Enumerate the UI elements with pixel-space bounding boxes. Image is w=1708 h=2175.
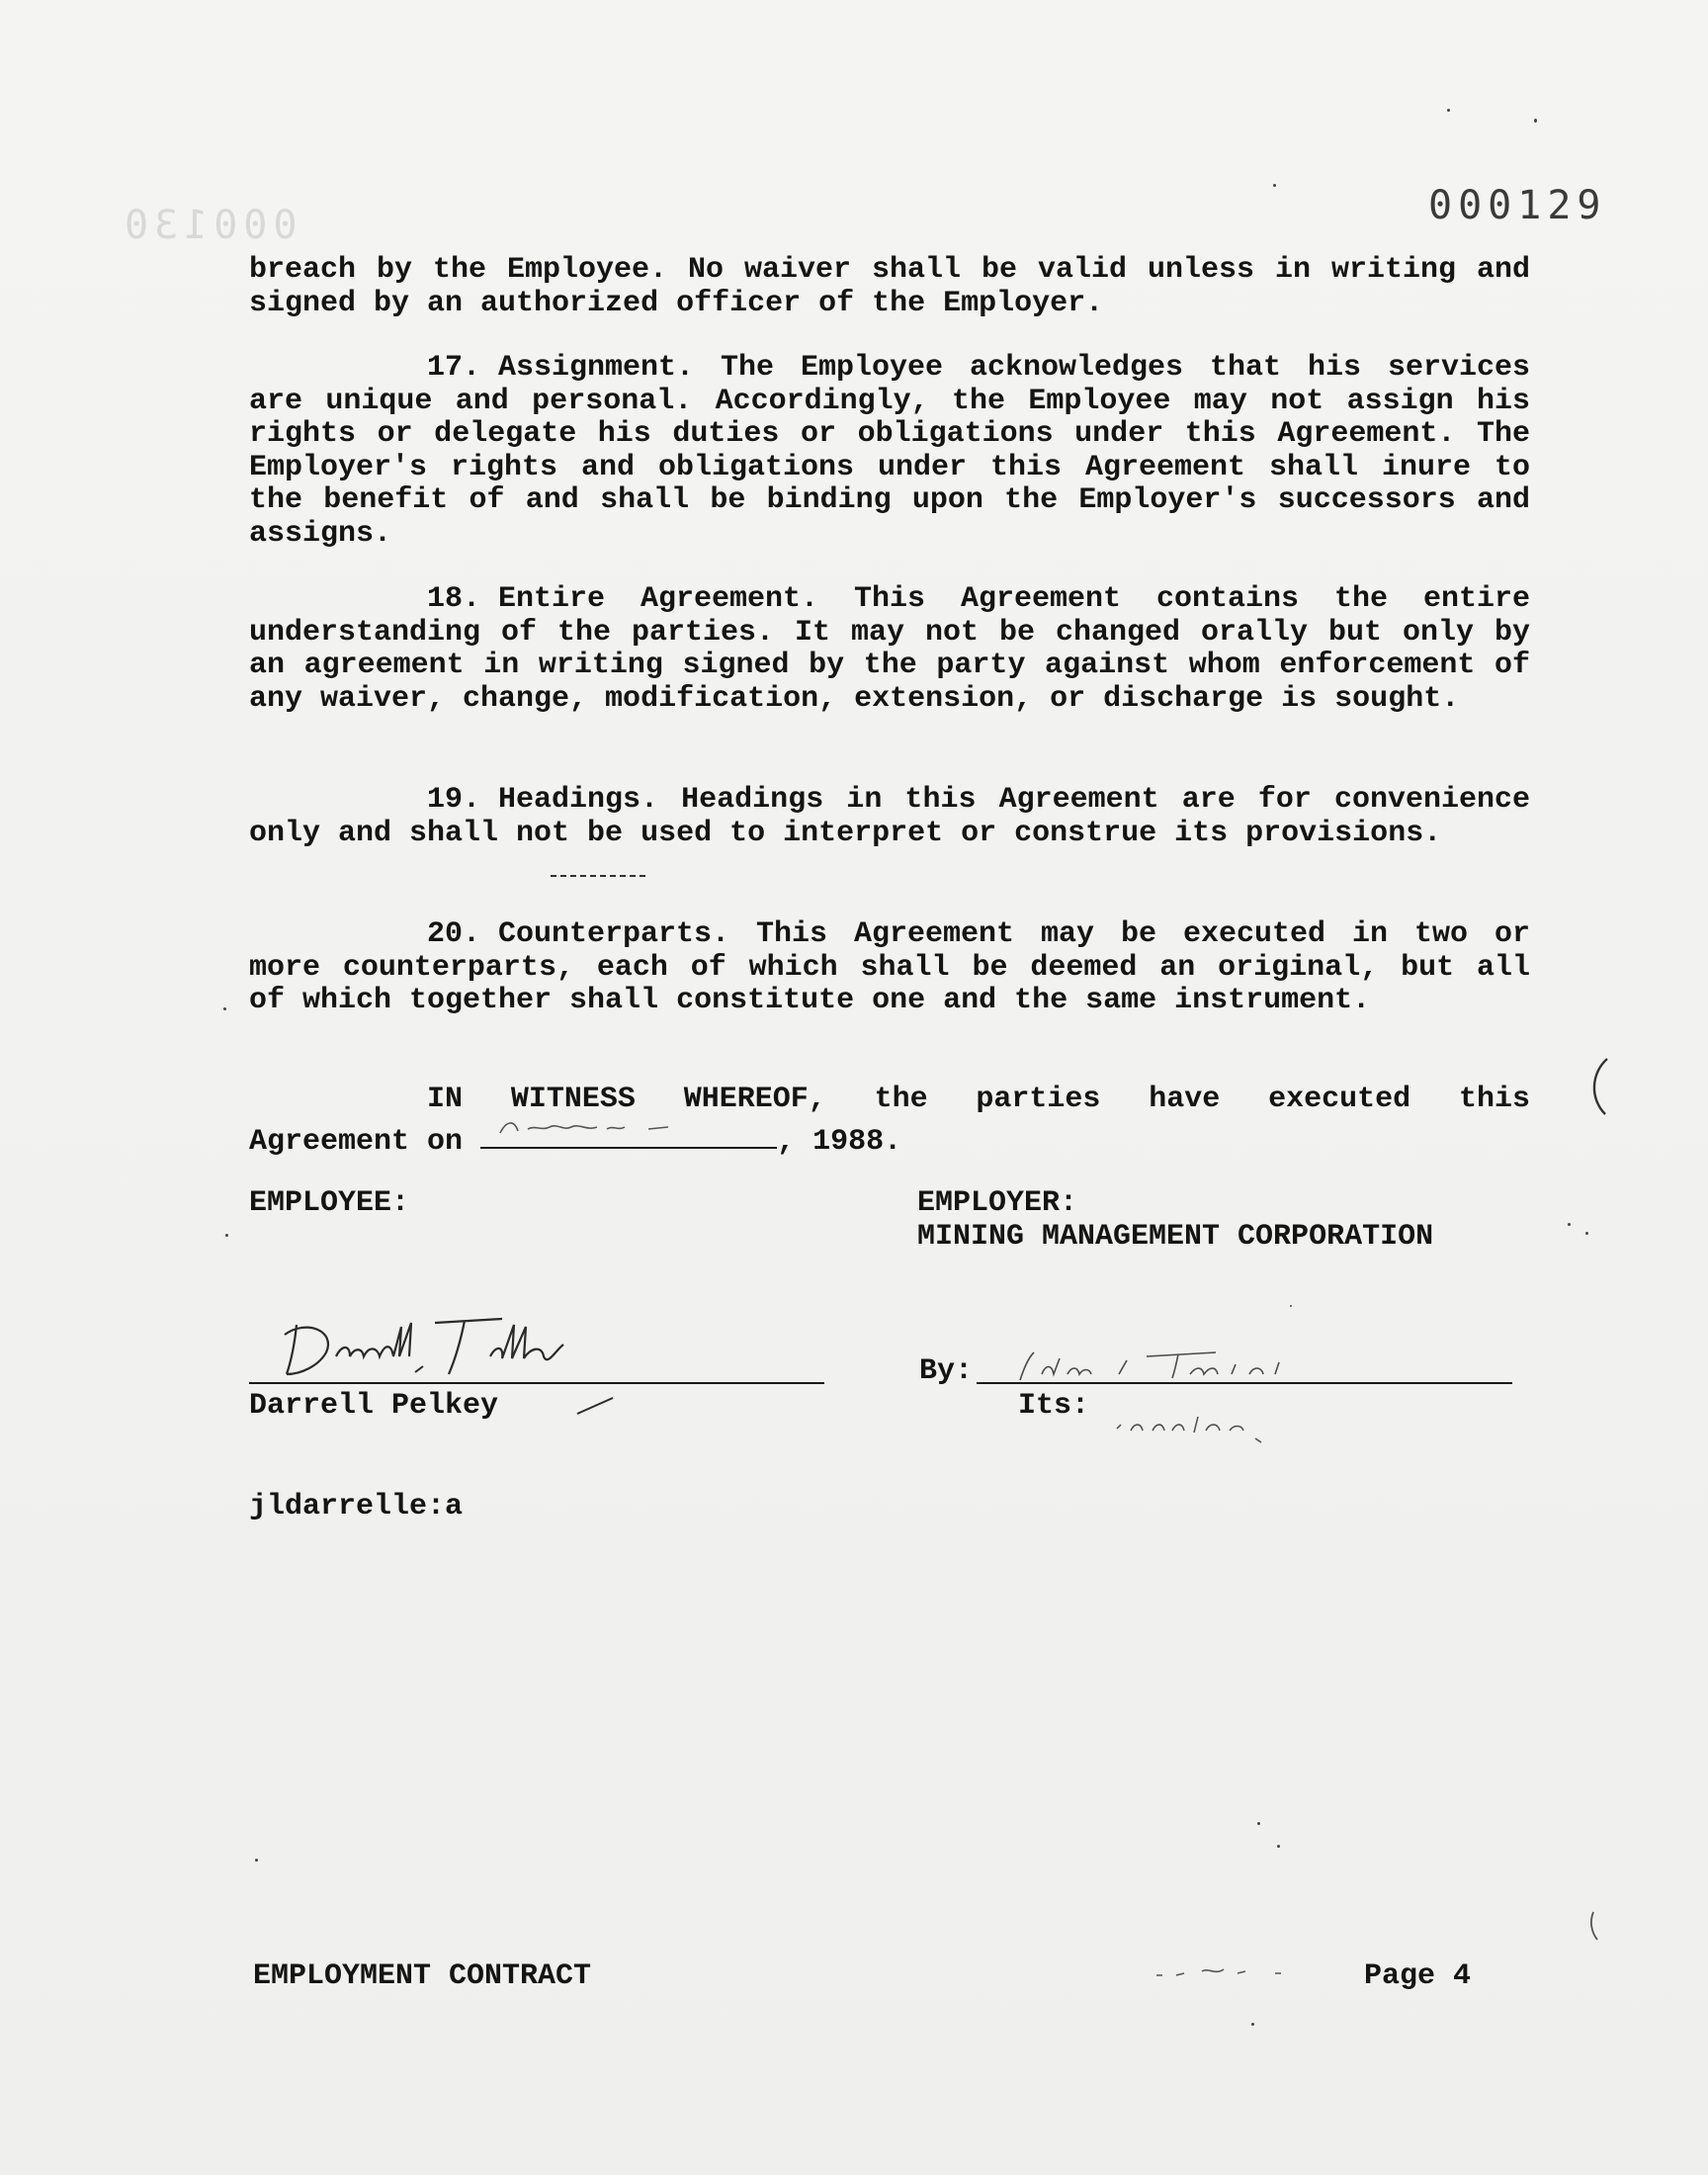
dashed-mark <box>549 868 657 884</box>
date-signature-line <box>480 1117 777 1149</box>
scan-speck <box>1273 184 1276 187</box>
scan-speck <box>223 1007 226 1010</box>
scan-speck <box>225 1234 228 1237</box>
its-label: Its: <box>1018 1389 1090 1423</box>
witness-clause <box>249 1083 1530 1160</box>
section-text: The Employee acknowledges that his services are unique and personal. Accordingly, the Employee may not assign his rights or delegate his duties or obligations under this Agreement. The Employer's rights and obligations under this Agreement shall inure to the benefit of and shall be binding upon the Employer's successors and assigns. <box>249 351 1530 551</box>
employer-signature <box>1008 1335 1423 1394</box>
by-label: By: <box>919 1354 974 1388</box>
scan-speck <box>1251 2023 1254 2026</box>
scan-speck <box>1568 1223 1571 1226</box>
section-number: 18. <box>427 582 481 616</box>
witness-line-1: IN WITNESS WHEREOF, the parties have executed this <box>427 1083 1530 1116</box>
continuation-paragraph: breach by the Employee. No waiver shall be valid unless in writing and signed by an authorized officer of the Employer. <box>249 253 1530 320</box>
handwritten-date <box>480 1109 777 1143</box>
section-text: Headings in this Agreement are for convenience only and shall not be used to interpret or construe its provisions. <box>249 783 1530 850</box>
section-17 <box>249 352 1530 551</box>
margin-tick-mark <box>1581 1908 1611 1948</box>
section-number: 17. <box>427 351 481 385</box>
page-number: Page 4 <box>1364 1959 1472 1993</box>
employee-signature <box>267 1305 682 1384</box>
employee-label: EMPLOYEE: <box>249 1186 410 1220</box>
employer-signature-line <box>977 1382 1512 1384</box>
witness-year: , 1988. <box>777 1125 902 1159</box>
section-heading: Entire Agreement. <box>498 582 819 616</box>
section-number: 20. <box>427 917 481 951</box>
bates-number: 000129 <box>1428 183 1607 228</box>
employer-company: MINING MANAGEMENT CORPORATION <box>917 1220 1434 1254</box>
section-heading: Headings. <box>498 783 659 817</box>
file-reference: jldarrelle:a <box>249 1490 464 1523</box>
section-19 <box>249 784 1530 850</box>
footer-title: EMPLOYMENT CONTRACT <box>253 1959 592 1993</box>
scan-speck <box>255 1859 258 1862</box>
employer-title-handwriting <box>1107 1399 1364 1448</box>
employee-name: Darrell Pelkey <box>249 1389 499 1423</box>
section-18 <box>249 583 1530 716</box>
scan-speck <box>1257 1822 1260 1825</box>
scan-speck <box>1585 1232 1588 1235</box>
bates-number-bleedthrough: 000130 <box>119 203 298 248</box>
section-number: 19. <box>427 783 481 817</box>
employee-signature-line <box>249 1382 824 1384</box>
footer-smudge <box>1147 1958 1324 1987</box>
section-text: This Agreement may be executed in two or more counterparts, each of which shall be deemed an original, but all of which together shall constitute one and the same instrument. <box>249 917 1530 1017</box>
employer-label: EMPLOYER: <box>917 1186 1078 1220</box>
scan-speck <box>1534 119 1537 123</box>
section-heading: Assignment. <box>498 351 695 385</box>
section-heading: Counterparts. <box>498 917 730 951</box>
scan-speck <box>1447 109 1450 112</box>
scan-speck <box>1290 1305 1292 1307</box>
section-20 <box>249 918 1530 1018</box>
witness-agreement-on: Agreement on <box>249 1125 464 1159</box>
margin-bracket-mark <box>1578 1053 1617 1122</box>
section-text: This Agreement contains the entire understanding of the parties. It may not be changed orally but only by an agreement in writing signed by the party against whom enforcement of any waiver, change, modification, extension, or discharge is sought. <box>249 582 1530 716</box>
scan-speck <box>1277 1845 1280 1848</box>
signature-tail-mark <box>573 1392 623 1422</box>
